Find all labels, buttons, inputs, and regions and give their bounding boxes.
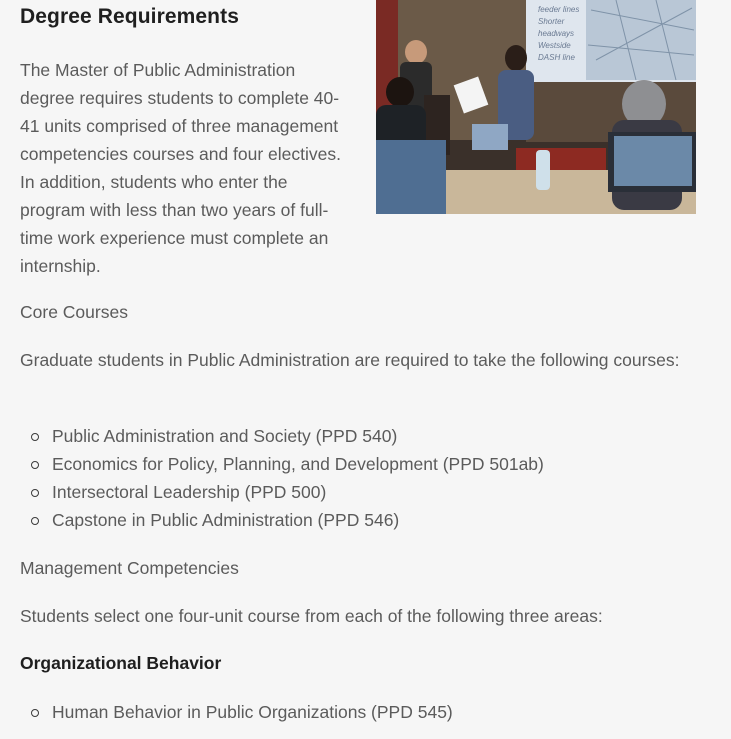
list-item: Human Behavior in Public Organizations (PPD 545): [20, 698, 453, 726]
list-item: Intersectoral Leadership (PPD 500): [20, 478, 544, 506]
screen-text-2: Shorter: [538, 17, 565, 26]
list-item: Capstone in Public Administration (PPD 546): [20, 506, 544, 534]
circle-bullet-icon: [31, 433, 39, 441]
list-item: Public Administration and Society (PPD 540): [20, 422, 544, 450]
circle-bullet-icon: [31, 489, 39, 497]
area-title-organizational-behavior: Organizational Behavior: [20, 653, 222, 673]
management-description: Students select one four-unit course from each of the following three areas:: [20, 606, 603, 626]
management-heading: Management Competencies: [20, 558, 239, 578]
classroom-photo: [376, 0, 696, 214]
core-courses-heading: Core Courses: [20, 302, 128, 322]
circle-bullet-icon: [31, 709, 39, 717]
screen-text-5: DASH line: [538, 53, 575, 62]
core-courses-description: Graduate students in Public Administration are required to take the following courses:: [20, 350, 680, 370]
list-item: Economics for Policy, Planning, and Development (PPD 501ab): [20, 450, 544, 478]
screen-text-1: feeder lines: [538, 5, 580, 14]
circle-bullet-icon: [31, 517, 39, 525]
section-title: Degree Requirements: [20, 5, 239, 28]
intro-paragraph: The Master of Public Administration degree requires students to complete 40-41 units comprised of three management competencies courses and four electives. In addition, students who enter the program with less than two years of full-time work experience must complete an internship.: [20, 60, 341, 276]
organizational-behavior-course-list: [20, 698, 453, 726]
screen-text-3: headways: [538, 29, 575, 38]
circle-bullet-icon: [31, 461, 39, 469]
core-course-list: [20, 422, 544, 534]
screen-text-4: Westside: [538, 41, 571, 50]
